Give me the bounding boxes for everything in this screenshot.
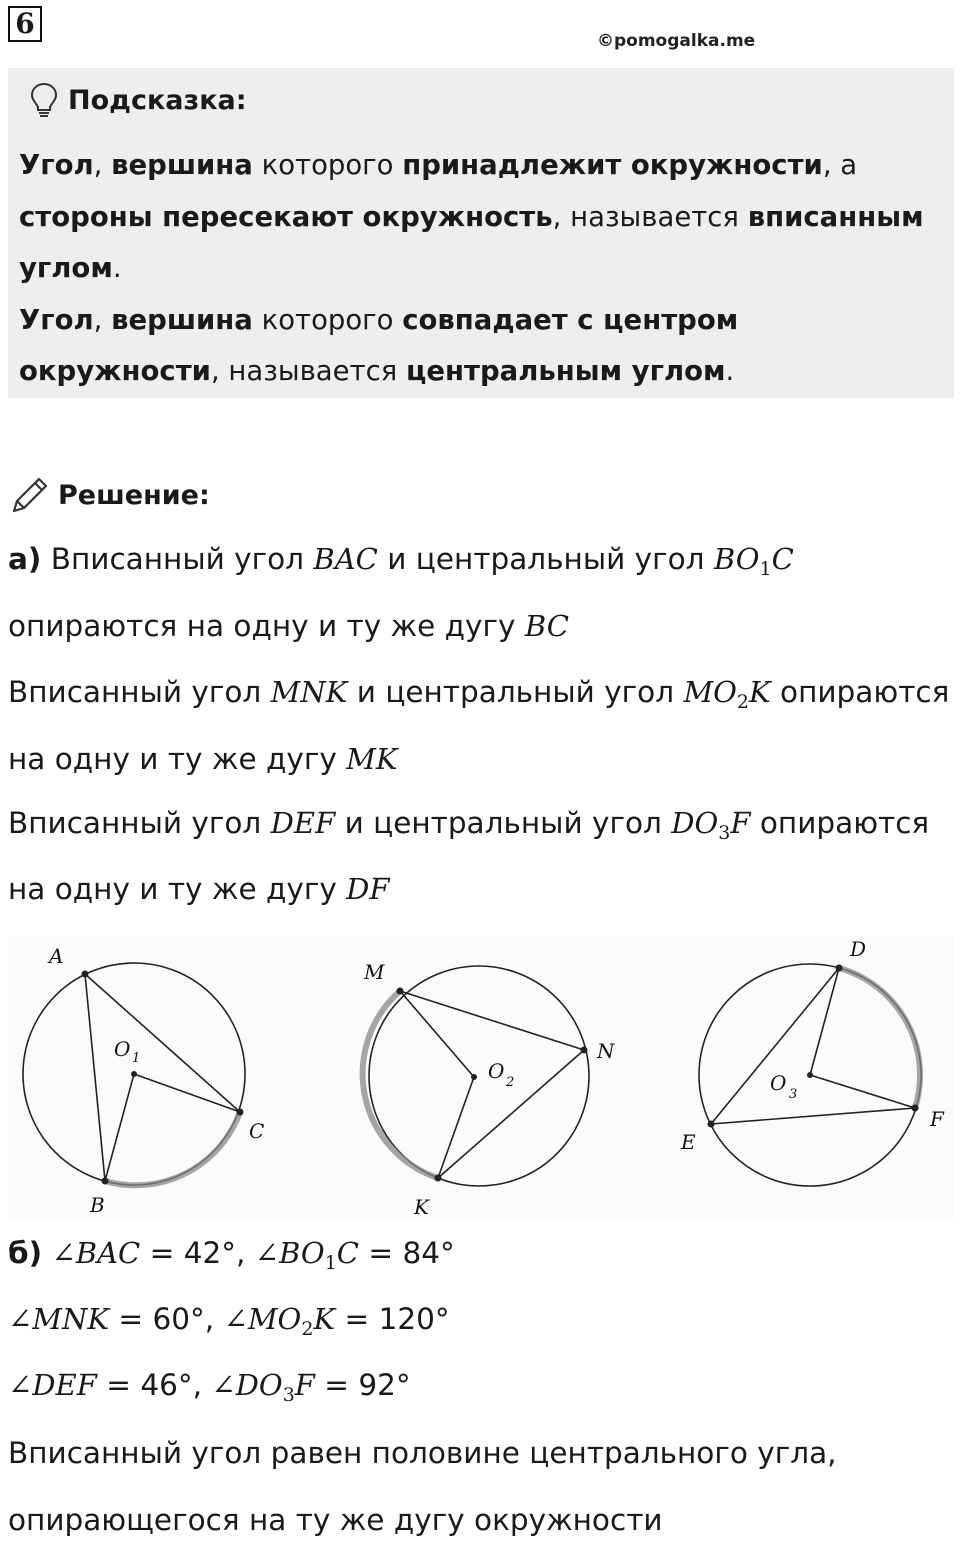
hint-term: принадлежит окружности bbox=[402, 149, 823, 181]
hint-text-part: . bbox=[725, 355, 735, 387]
math-angle bbox=[254, 1236, 359, 1274]
math-part: F bbox=[730, 806, 751, 840]
math-angle bbox=[211, 1368, 315, 1406]
math-angle: ∠MNK bbox=[8, 1302, 110, 1336]
point-label: M bbox=[364, 960, 385, 984]
hint-title: Подсказка: bbox=[68, 84, 247, 116]
hint-text bbox=[19, 140, 944, 398]
math-part: K bbox=[749, 675, 771, 709]
part-a-line-2 bbox=[8, 609, 569, 643]
text: Вписанный угол bbox=[41, 542, 314, 576]
point-label: N bbox=[597, 1039, 615, 1063]
math-angle: ∠DEF bbox=[8, 1368, 97, 1402]
lightbulb-icon bbox=[28, 81, 60, 119]
hint-term: совпадает с центром окружности bbox=[19, 303, 739, 387]
text: опираются на одну и ту же дугу bbox=[8, 609, 525, 643]
hint-term: вершина bbox=[111, 303, 253, 336]
hint-text-part: , bbox=[93, 149, 112, 181]
math-part: ∠MO bbox=[223, 1302, 302, 1336]
point-label: A bbox=[49, 944, 64, 968]
math-part: F bbox=[294, 1368, 315, 1402]
math-arc: BC bbox=[524, 609, 569, 643]
hint-term: Угол bbox=[19, 303, 94, 336]
math-subscript: 1 bbox=[324, 1252, 337, 1274]
math-angle bbox=[713, 542, 794, 580]
center-label: O bbox=[770, 1071, 787, 1095]
hint-text-part: , а bbox=[822, 149, 858, 181]
part-a-line-1 bbox=[8, 542, 794, 580]
math-part: ∠BO bbox=[254, 1236, 325, 1270]
hint-term: центральным углом bbox=[406, 355, 726, 387]
hint-paragraph-2 bbox=[19, 295, 944, 398]
watermark: ©pomogalka.me bbox=[597, 31, 756, 51]
center-label: O bbox=[488, 1059, 505, 1083]
hint-term: вписанным углом bbox=[19, 200, 924, 284]
text: опираются bbox=[770, 675, 950, 709]
text: = 84° bbox=[358, 1236, 455, 1270]
math-angle bbox=[683, 675, 771, 713]
circles-diagram bbox=[8, 936, 954, 1218]
text: на одну и ту же дугу bbox=[8, 742, 347, 776]
math-part: DO bbox=[671, 806, 719, 840]
math-part: C bbox=[336, 1236, 359, 1270]
text: = 46°, bbox=[96, 1368, 212, 1402]
hint-term: стороны пересекают окружность bbox=[19, 200, 553, 233]
hint-text-part: , называется bbox=[552, 200, 748, 233]
math-angle: DEF bbox=[270, 806, 336, 840]
solution-title: Решение: bbox=[58, 479, 210, 511]
math-part: K bbox=[313, 1302, 336, 1336]
math-part: C bbox=[771, 542, 794, 576]
hint-text-part: , называется bbox=[210, 355, 406, 387]
text: опираются bbox=[750, 806, 930, 840]
text: = 92° bbox=[314, 1368, 411, 1402]
part-a-line-5 bbox=[8, 806, 929, 844]
hint-term: Угол bbox=[19, 149, 94, 181]
part-a-line-6 bbox=[8, 872, 390, 906]
math-angle: MNK bbox=[270, 675, 348, 709]
math-angle bbox=[223, 1302, 336, 1340]
task-number: 6 bbox=[8, 6, 42, 42]
conclusion-line-2: опирающегося на ту же дугу окружности bbox=[8, 1503, 663, 1537]
conclusion-line-1: Вписанный угол равен половине центрального угла, bbox=[8, 1436, 837, 1470]
center-subscript: 2 bbox=[506, 1075, 515, 1090]
hint-box bbox=[8, 68, 954, 398]
part-b-label: б) bbox=[8, 1236, 43, 1270]
hint-text-part: которого bbox=[252, 149, 403, 181]
part-b-line-2 bbox=[8, 1302, 450, 1340]
text: = 120° bbox=[335, 1302, 450, 1336]
part-b-line-3 bbox=[8, 1368, 411, 1406]
math-subscript: 1 bbox=[759, 558, 772, 580]
pencil-icon bbox=[8, 473, 52, 517]
text: Вписанный угол bbox=[8, 806, 271, 840]
hint-text-part: которого bbox=[252, 303, 403, 336]
text: Вписанный угол bbox=[8, 675, 271, 709]
text: на одну и ту же дугу bbox=[8, 872, 347, 906]
center-subscript: 1 bbox=[132, 1051, 141, 1066]
math-part: ∠DO bbox=[211, 1368, 283, 1402]
hint-text-part: . bbox=[112, 252, 122, 284]
center-label: O bbox=[114, 1037, 131, 1061]
circles-figure bbox=[8, 936, 954, 1218]
point-label: C bbox=[249, 1119, 265, 1143]
text: и центральный угол bbox=[377, 542, 714, 576]
math-angle: BAC bbox=[313, 542, 378, 576]
math-angle bbox=[671, 806, 751, 844]
text: и центральный угол bbox=[335, 806, 672, 840]
text: = 42°, bbox=[140, 1236, 255, 1270]
text: = 60°, bbox=[109, 1302, 224, 1336]
part-a-line-4 bbox=[8, 742, 398, 776]
hint-paragraph-1 bbox=[19, 140, 944, 295]
math-subscript: 2 bbox=[301, 1318, 314, 1340]
point-label: E bbox=[681, 1130, 696, 1154]
math-arc: MK bbox=[346, 742, 398, 776]
math-part: MO bbox=[683, 675, 737, 709]
hint-text-part: , bbox=[93, 303, 112, 336]
math-arc: DF bbox=[346, 872, 390, 906]
point-label: D bbox=[850, 937, 867, 961]
part-a-line-3 bbox=[8, 675, 949, 713]
part-a-label: а) bbox=[8, 542, 42, 576]
point-label: B bbox=[90, 1193, 105, 1217]
math-part: BO bbox=[713, 542, 760, 576]
part-b-line-1 bbox=[8, 1236, 455, 1274]
math-subscript: 2 bbox=[736, 691, 749, 713]
center-subscript: 3 bbox=[789, 1087, 798, 1102]
solution-header bbox=[8, 472, 210, 518]
hint-header bbox=[28, 80, 247, 120]
math-subscript: 3 bbox=[718, 822, 731, 844]
point-label: F bbox=[930, 1107, 944, 1131]
point-label: K bbox=[414, 1195, 429, 1218]
hint-term: вершина bbox=[111, 149, 253, 181]
math-subscript: 3 bbox=[282, 1384, 295, 1406]
math-angle: ∠BAC bbox=[51, 1236, 141, 1270]
text: и центральный угол bbox=[347, 675, 684, 709]
